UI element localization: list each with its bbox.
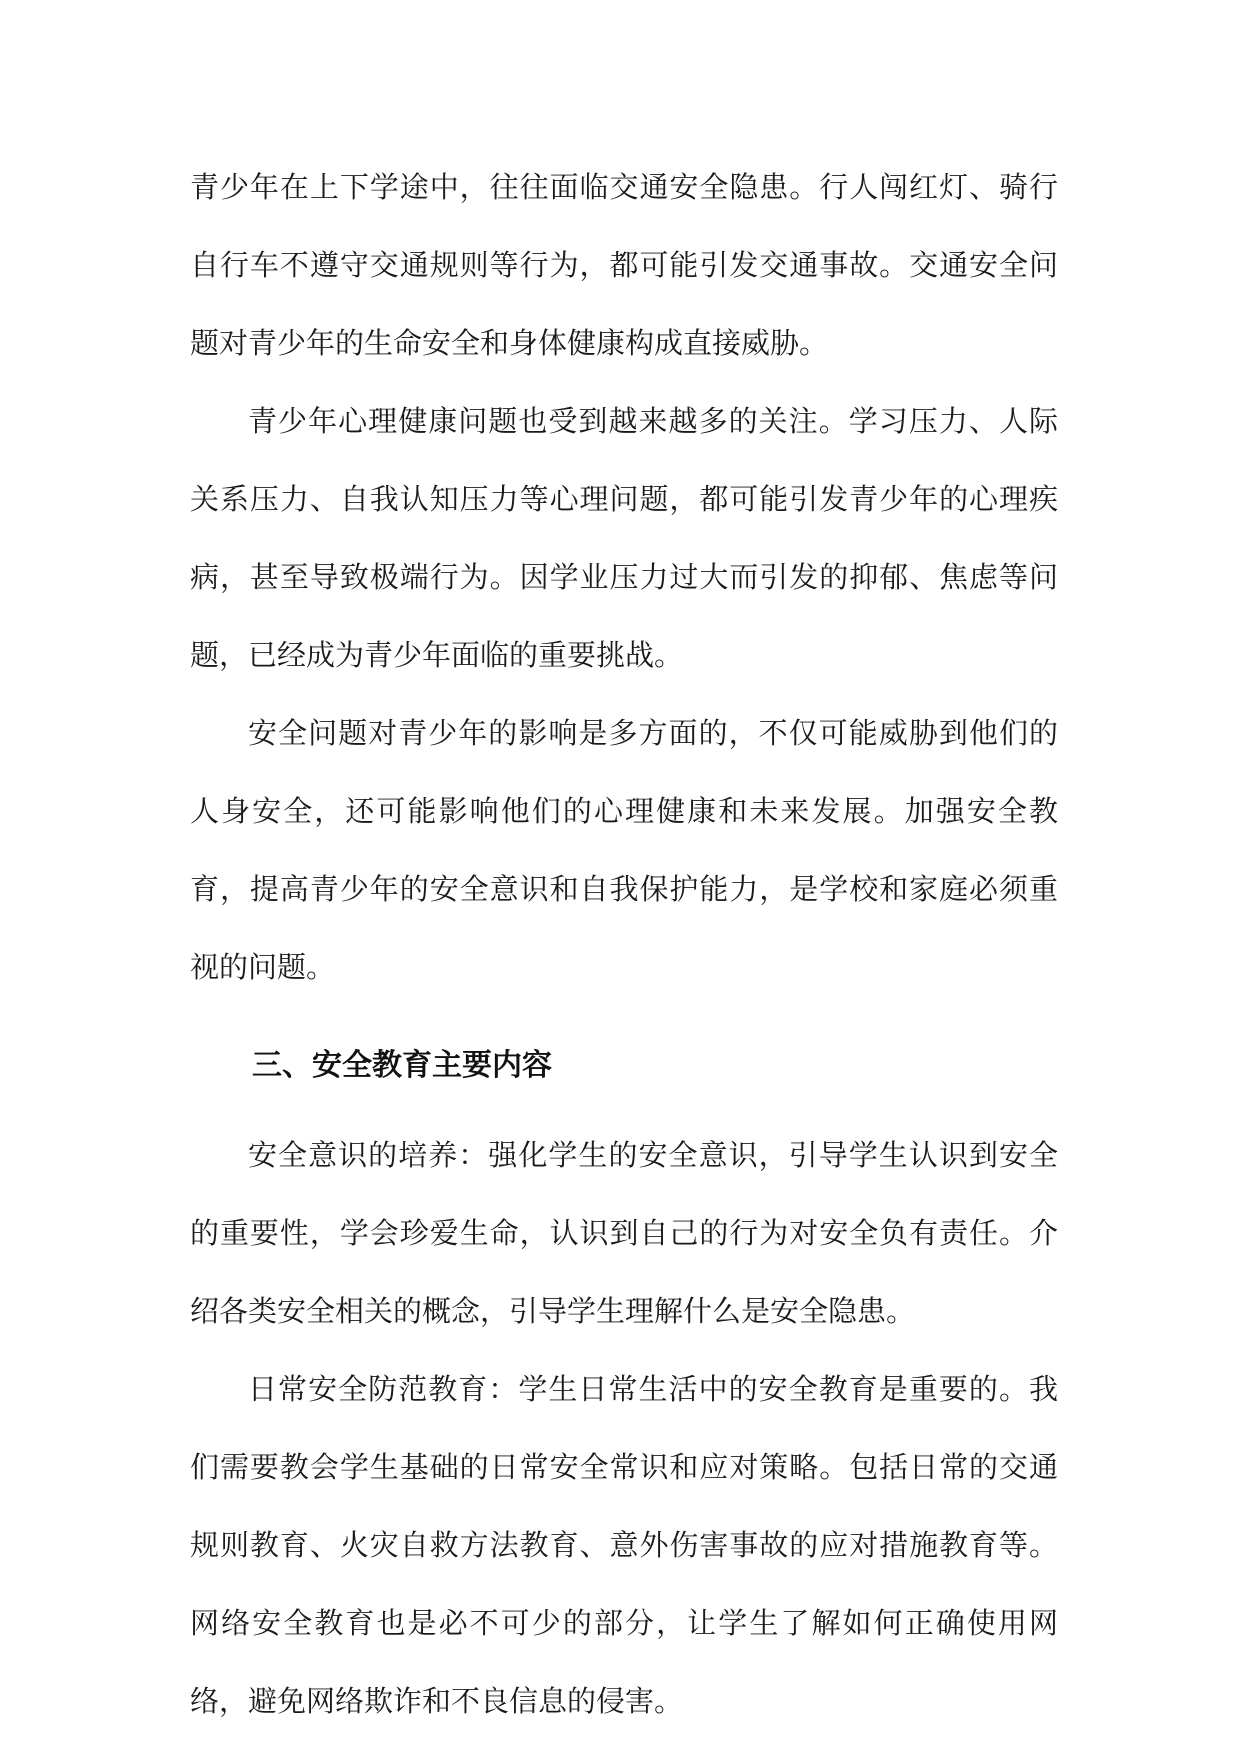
paragraph-traffic-safety: 青少年在上下学途中，往往面临交通安全隐患。行人闯红灯、骑行自行车不遵守交通规则等行为，都可能引发交通事故。交通安全问题对青少年的生命安全和身体健康构成直接威胁。 — [190, 170, 1058, 360]
section-heading: 三、安全教育主要内容 — [252, 1048, 552, 1083]
paragraph-mental-health: 青少年心理健康问题也受到越来越多的关注。学习压力、人际关系压力、自我认知压力等心理问题，都可能引发青少年的心理疾病，甚至导致极端行为。因学业压力过大而引发的抑郁、焦虑等问题，已经成为青少年面临的重要挑战。 — [190, 404, 1058, 672]
paragraph-daily-safety: 日常安全防范教育：学生日常生活中的安全教育是重要的。我们需要教会学生基础的日常安全常识和应对策略。包括日常的交通规则教育、火灾自救方法教育、意外伤害事故的应对措施教育等。网络安全教育也是必不可少的部分，让学生了解如何正确使用网络，避免网络欺诈和不良信息的侵害。 — [190, 1372, 1058, 1718]
document-body — [190, 148, 1058, 1740]
paragraph-safety-awareness: 安全意识的培养：强化学生的安全意识，引导学生认识到安全的重要性，学会珍爱生命，认识到自己的行为对安全负有责任。介绍各类安全相关的概念，引导学生理解什么是安全隐患。 — [190, 1138, 1058, 1328]
paragraph-safety-impact: 安全问题对青少年的影响是多方面的，不仅可能威胁到他们的人身安全，还可能影响他们的心理健康和未来发展。加强安全教育，提高青少年的安全意识和自我保护能力，是学校和家庭必须重视的问题。 — [190, 716, 1058, 984]
